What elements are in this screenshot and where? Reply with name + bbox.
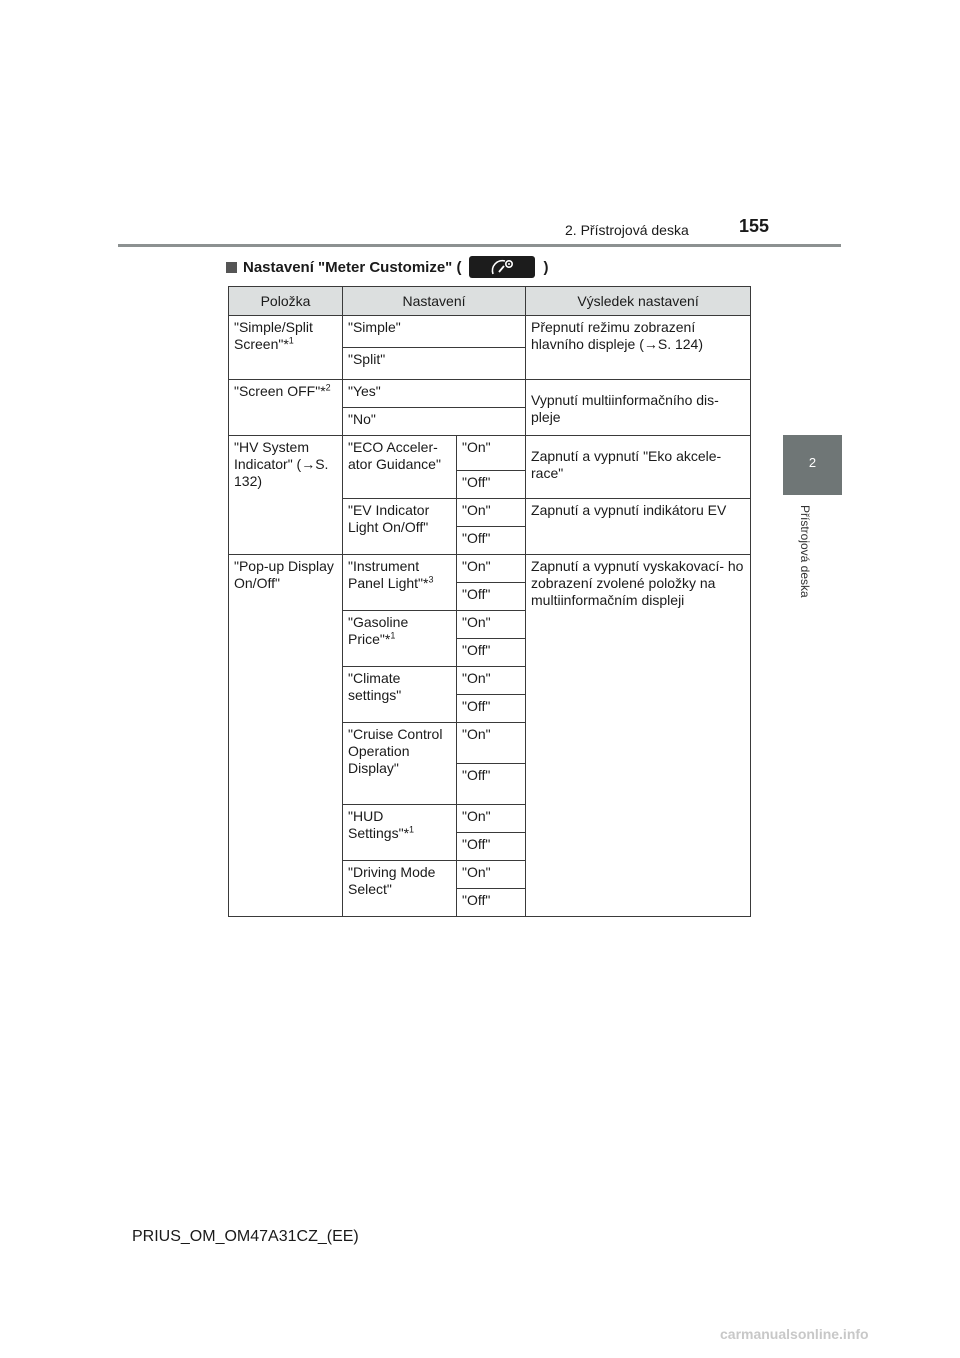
setting-cell: "On" <box>457 436 526 471</box>
watermark: carmanualsonline.info <box>720 1326 869 1342</box>
subitem-cell: "EV Indicator Light On/Off" <box>343 499 457 555</box>
subitem-cell: "Climate settings" <box>343 667 457 723</box>
chapter-tab-number: 2 <box>808 455 817 470</box>
setting-cell: "Off" <box>457 764 526 805</box>
subitem-cell: "Instrument Panel Light"*$^3$ <box>343 555 457 611</box>
setting-cell: "On" <box>457 667 526 695</box>
setting-cell: "No" <box>343 408 526 436</box>
running-header-section: 2. Přístrojová deska <box>565 222 689 238</box>
setting-cell: "On" <box>457 555 526 583</box>
square-bullet-icon <box>226 262 237 273</box>
chapter-tab-label: Přístrojová deska <box>798 505 812 598</box>
table-row <box>229 436 751 471</box>
subitem-cell: "ECO Acceler- ator Guidance" <box>343 436 457 499</box>
document-code: PRIUS_OM_OM47A31CZ_(EE) <box>132 1228 359 1245</box>
setting-cell: "Off" <box>457 695 526 723</box>
subitem-cell: "Cruise Control Operation Display" <box>343 723 457 805</box>
page-number: 155 <box>739 216 770 236</box>
setting-cell: "On" <box>457 805 526 833</box>
setting-cell: "On" <box>457 499 526 527</box>
result-cell: Přepnutí režimu zobrazení hlavního displeje (→S. 124) <box>526 316 751 380</box>
section-title <box>226 256 548 278</box>
column-header-item: Položka <box>229 287 343 316</box>
setting-cell: "Simple" <box>343 316 526 348</box>
setting-cell: "Off" <box>457 527 526 555</box>
item-cell: "Pop-up Display On/Off" <box>229 555 343 917</box>
section-title-close: ) <box>543 258 549 276</box>
item-cell: "Screen OFF"*$^2$ <box>229 380 343 436</box>
result-cell: Zapnutí a vypnutí vyskakovací- ho zobrazení zvolené položky na multiinformačním displeji <box>526 555 751 917</box>
setting-cell: "On" <box>457 611 526 639</box>
table-header-row <box>229 287 751 316</box>
meter-customize-table <box>228 286 751 917</box>
subitem-cell: "Driving Mode Select" <box>343 861 457 917</box>
table-row <box>229 380 751 408</box>
setting-cell: "Off" <box>457 639 526 667</box>
result-cell: Zapnutí a vypnutí "Eko akcele- race" <box>526 436 751 499</box>
subitem-cell: "Gasoline Price"*$^1$ <box>343 611 457 667</box>
header-rule <box>118 244 841 247</box>
setting-cell: "On" <box>457 861 526 889</box>
setting-cell: "Off" <box>457 889 526 917</box>
column-header-result: Výsledek nastavení <box>526 287 751 316</box>
table-row <box>229 316 751 348</box>
result-cell: Zapnutí a vypnutí indikátoru EV <box>526 499 751 555</box>
item-cell: "HV System Indicator" (→S. 132) <box>229 436 343 555</box>
result-cell: Vypnutí multiinformačního dis- pleje <box>526 380 751 436</box>
setting-cell: "Split" <box>343 348 526 380</box>
setting-cell: "Off" <box>457 833 526 861</box>
setting-cell: "Off" <box>457 583 526 611</box>
meter-customize-icon <box>469 256 535 278</box>
setting-cell: "Off" <box>457 471 526 499</box>
column-header-setting: Nastavení <box>343 287 526 316</box>
subitem-cell: "HUD Settings"*$^1$ <box>343 805 457 861</box>
table-row <box>229 555 751 583</box>
setting-cell: "Yes" <box>343 380 526 408</box>
section-title-text: Nastavení "Meter Customize" ( <box>243 258 462 276</box>
setting-cell: "On" <box>457 723 526 764</box>
item-cell: "Simple/Split Screen"*$^1$ <box>229 316 343 380</box>
